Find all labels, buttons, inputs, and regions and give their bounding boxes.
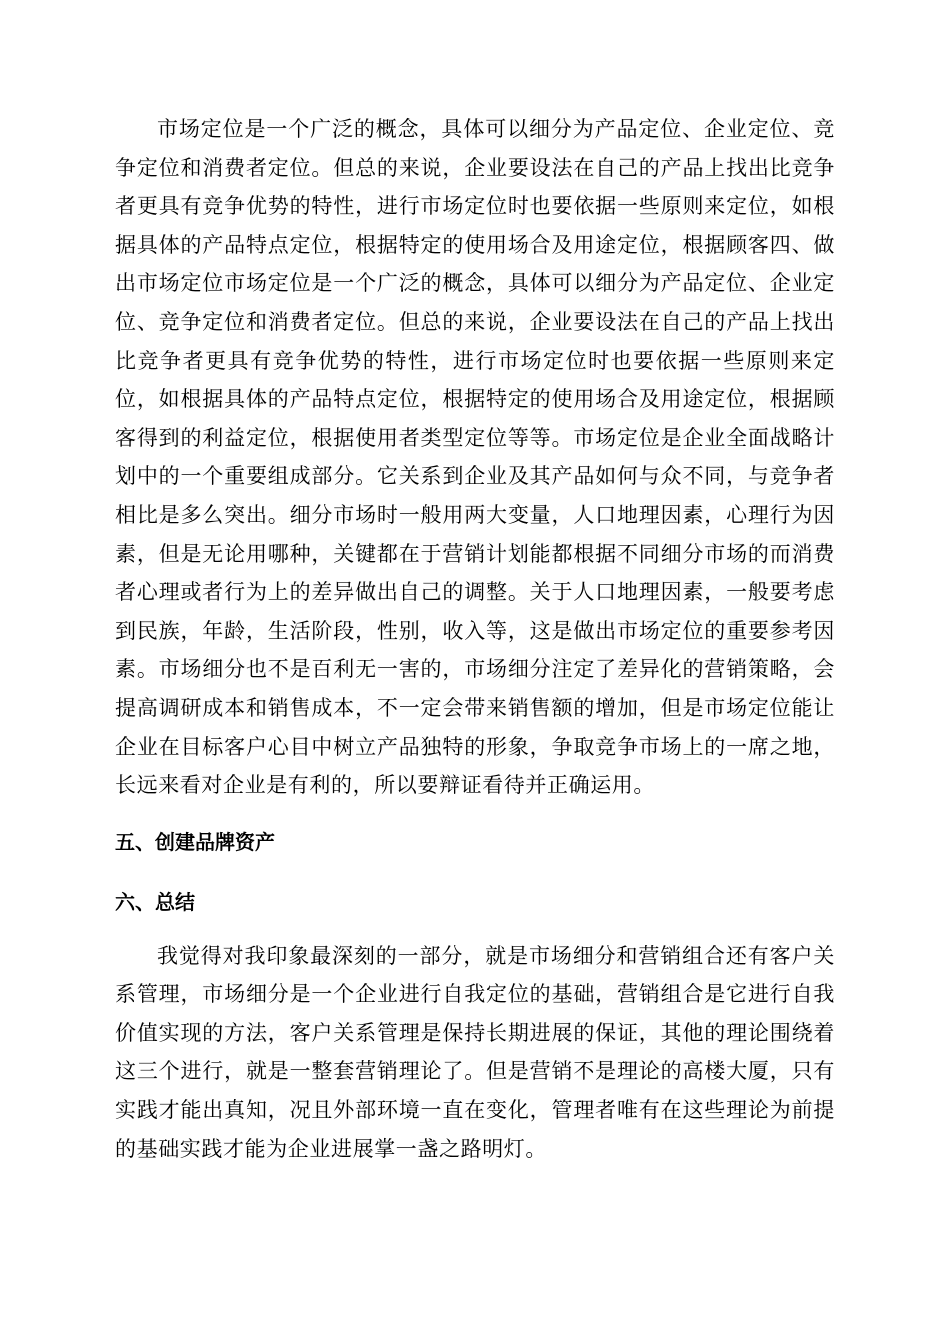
section-heading-summary: 六、总结: [115, 889, 195, 914]
body-paragraph-summary: 我觉得对我印象最深刻的一部分，就是市场细分和营销组合还有客户关系管理，市场细分是一个企业进行自我定位的基础，营销组合是它进行自我价值实现的方法，客户关系管理是保持长期进展的保证，其他的理论围绕着这三个进行，就是一整套营销理论了。但是营销不是理论的高楼大厦，只有实践才能出真知，况且外部环境一直在变化，管理者唯有在这些理论为前提的基础实践才能为企业进展掌一盏之路明灯。: [115, 943, 835, 1161]
document-page: [115, 110, 835, 1168]
section-heading-brand-assets: 五、创建品牌资产: [115, 829, 275, 854]
body-paragraph-market-positioning: 市场定位是一个广泛的概念，具体可以细分为产品定位、企业定位、竞争定位和消费者定位。但总的来说，企业要设法在自己的产品上找出比竞争者更具有竞争优势的特性，进行市场定位时也要依据一些原则来定位，如根据具体的产品特点定位，根据特定的使用场合及用途定位，根据顾客四、做出市场定位市场定位是一个广泛的概念，具体可以细分为产品定位、企业定位、竞争定位和消费者定位。但总的来说，企业要设法在自己的产品上找出比竞争者更具有竞争优势的特性，进行市场定位时也要依据一些原则来定位，如根据具体的产品特点定位，根据特定的使用场合及用途定位，根据顾客得到的利益定位，根据使用者类型定位等等。市场定位是企业全面战略计划中的一个重要组成部分。它关系到企业及其产品如何与众不同，与竞争者相比是多么突出。细分市场时一般用两大变量，人口地理因素，心理行为因素，但是无论用哪种，关键都在于营销计划能都根据不同细分市场的而消费者心理或者行为上的差异做出自己的调整。关于人口地理因素，一般要考虑到民族，年龄，生活阶段，性别，收入等，这是做出市场定位的重要参考因素。市场细分也不是百利无一害的，市场细分注定了差异化的营销策略，会提高调研成本和销售成本，不一定会带来销售额的增加，但是市场定位能让企业在目标客户心目中树立产品独特的形象，争取竞争市场上的一席之地，长远来看对企业是有利的，所以要辩证看待并正确运用。: [115, 117, 835, 798]
